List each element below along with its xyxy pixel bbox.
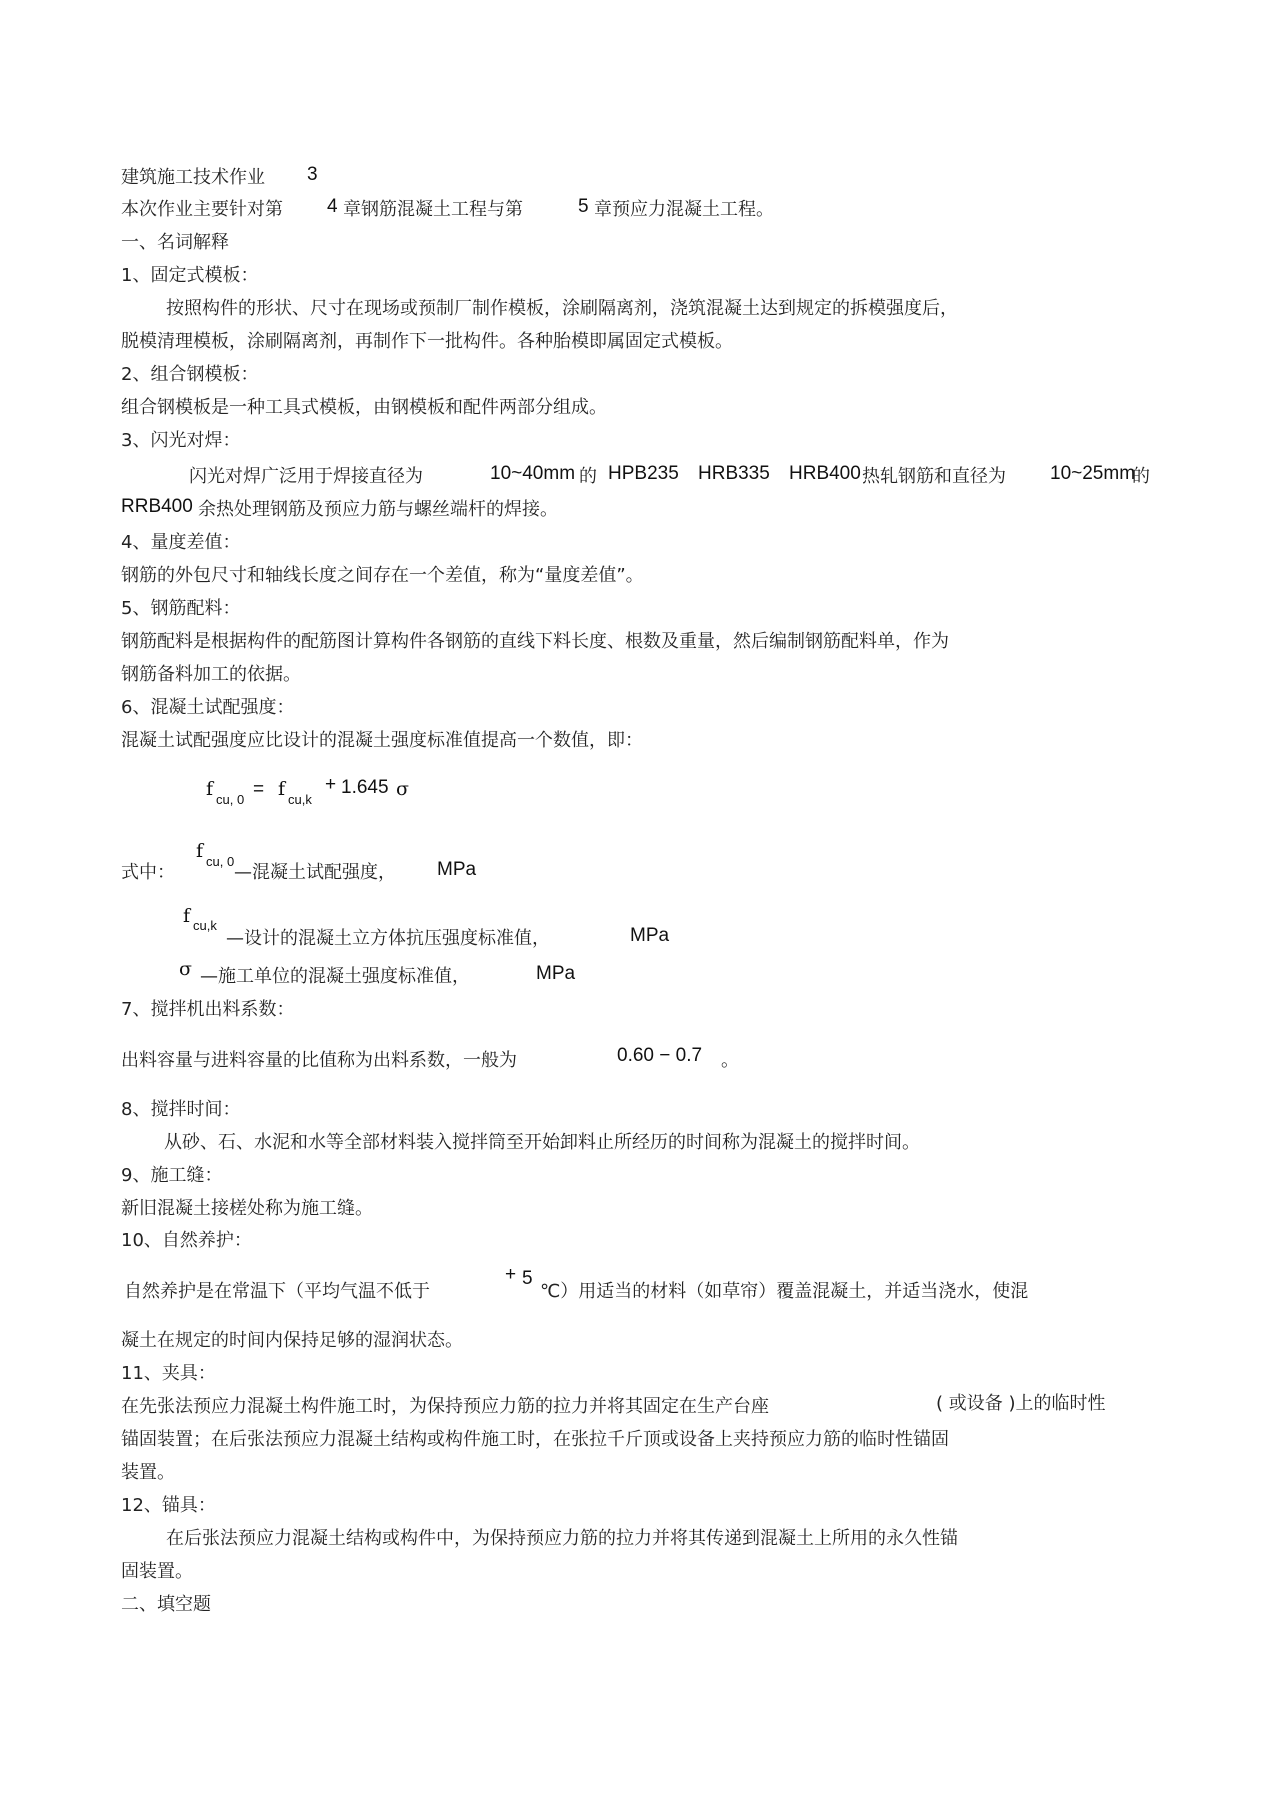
formula-coefficient: 1.645 [341, 777, 389, 798]
term-4-heading: 4、量度差值： [121, 532, 241, 553]
term-3-grade-rrb400: RRB400 [121, 496, 193, 517]
intro-chapter-5: 5 [578, 196, 589, 217]
formula-f-cuk: f [278, 778, 286, 800]
term-10-temperature: 5 [522, 1268, 533, 1289]
def-sigma-unit: MPa [536, 963, 576, 984]
term-10-plus: + [505, 1264, 517, 1285]
def-cu0-text: —混凝土试配强度， [234, 862, 396, 883]
term-11-line-3: 装置。 [121, 1462, 175, 1483]
term-2-heading: 2、组合钢模板： [121, 364, 259, 385]
formula-equals: = [253, 779, 265, 800]
term-3-text-e: 余热处理钢筋及预应力筋与螺丝端杆的焊接。 [198, 499, 558, 520]
formula-sigma: σ [396, 778, 409, 800]
term-10-text-b: ℃）用适当的材料（如草帘）覆盖混凝土，并适当浇水，使混 [540, 1281, 1029, 1302]
term-3-text-a: 闪光对焊广泛用于焊接直径为 [189, 466, 423, 487]
term-6-heading: 6、混凝土试配强度： [121, 697, 295, 718]
def-sub-cuk: cu,k [193, 918, 217, 933]
term-7-coefficient-range: 0.60 − 0.7 [617, 1045, 703, 1066]
term-8-line-1: 从砂、石、水泥和水等全部材料装入搅拌筒至开始卸料止所经历的时间称为混凝土的搅拌时间。 [164, 1132, 920, 1153]
def-f-cu0: f [196, 840, 204, 862]
term-5-heading: 5、钢筋配料： [121, 598, 241, 619]
section-heading-1: 一、名词解释 [121, 232, 229, 253]
formula-f-cu0: f [206, 778, 214, 800]
term-8-heading: 8、搅拌时间： [121, 1099, 241, 1120]
term-11-text-b: ( 或设备 )上的临时性 [936, 1393, 1106, 1414]
term-3-text-d: 的 [1132, 466, 1150, 487]
def-sigma-text: —施工单位的混凝土强度标准值， [200, 966, 470, 987]
term-7-heading: 7、搅拌机出料系数： [121, 999, 295, 1020]
term-3-grade-hrb400: HRB400 [789, 463, 861, 484]
formula-sub-cuk: cu,k [288, 792, 312, 807]
term-3-grade-hpb235: HPB235 [608, 463, 679, 484]
def-cu0-unit: MPa [437, 859, 477, 880]
def-cuk-unit: MPa [630, 925, 670, 946]
term-11-heading: 11、夹具： [121, 1363, 216, 1384]
term-7-line-1: 出料容量与进料容量的比值称为出料系数，一般为 [121, 1050, 517, 1071]
term-3-diameter-range-1: 10~40mm [490, 463, 576, 484]
term-3-heading: 3、闪光对焊： [121, 430, 241, 451]
term-10-text-a: 自然养护是在常温下（平均气温不低于 [124, 1281, 430, 1302]
def-cuk-text: —设计的混凝土立方体抗压强度标准值， [226, 928, 550, 949]
term-9-line-1: 新旧混凝土接槎处称为施工缝。 [121, 1198, 373, 1219]
term-6-line-1: 混凝土试配强度应比设计的混凝土强度标准值提高一个数值，即： [121, 730, 643, 751]
term-10-line-2: 凝土在规定的时间内保持足够的湿润状态。 [121, 1330, 463, 1351]
term-2-line-1: 组合钢模板是一种工具式模板，由钢模板和配件两部分组成。 [121, 397, 607, 418]
term-1-line-1: 按照构件的形状、尺寸在现场或预制厂制作模板，涂刷隔离剂，浇筑混凝土达到规定的拆模强度后， [166, 298, 958, 319]
term-9-heading: 9、施工缝： [121, 1165, 223, 1186]
term-5-line-1: 钢筋配料是根据构件的配筋图计算构件各钢筋的直线下料长度、根数及重量，然后编制钢筋配料单，作为 [121, 631, 949, 652]
term-3-text-b: 的 [579, 466, 597, 487]
def-f-cuk: f [183, 905, 191, 927]
def-sub-cu0: cu, 0 [206, 854, 235, 869]
formula-plus: + [325, 774, 337, 795]
doc-title-number: 3 [307, 164, 318, 185]
section-heading-2: 二、填空题 [121, 1594, 211, 1615]
term-4-line-1: 钢筋的外包尺寸和轴线长度之间存在一个差值，称为“量度差值”。 [121, 565, 644, 586]
intro-text-b: 章钢筋混凝土工程与第 [343, 199, 523, 220]
term-12-line-1: 在后张法预应力混凝土结构或构件中，为保持预应力筋的拉力并将其传递到混凝土上所用的永久性锚 [166, 1528, 958, 1549]
term-12-heading: 12、锚具： [121, 1495, 216, 1516]
term-7-end: 。 [721, 1050, 739, 1071]
term-12-line-2: 固装置。 [121, 1561, 193, 1582]
doc-title: 建筑施工技术作业 [121, 167, 265, 188]
term-3-text-c: 热轧钢筋和直径为 [862, 466, 1006, 487]
formula-sub-cu0: cu, 0 [216, 792, 245, 807]
term-1-line-2: 脱模清理模板，涂刷隔离剂，再制作下一批构件。各种胎模即属固定式模板。 [121, 331, 733, 352]
term-3-diameter-range-2: 10~25mm [1050, 463, 1136, 484]
term-3-grade-hrb335: HRB335 [698, 463, 770, 484]
term-11-text-a: 在先张法预应力混凝土构件施工时，为保持预应力筋的拉力并将其固定在生产台座 [121, 1396, 769, 1417]
intro-chapter-4: 4 [327, 196, 338, 217]
term-5-line-2: 钢筋备料加工的依据。 [121, 664, 301, 685]
term-10-heading: 10、自然养护： [121, 1230, 252, 1251]
intro-text-a: 本次作业主要针对第 [121, 199, 283, 220]
term-11-line-2: 锚固装置；在后张法预应力混凝土结构或构件施工时，在张拉千斤顶或设备上夹持预应力筋的临时性锚固 [121, 1429, 949, 1450]
term-1-heading: 1、固定式模板： [121, 265, 259, 286]
formula-where-label: 式中： [121, 862, 175, 883]
def-sigma: σ [179, 958, 192, 980]
intro-text-c: 章预应力混凝土工程。 [594, 199, 774, 220]
